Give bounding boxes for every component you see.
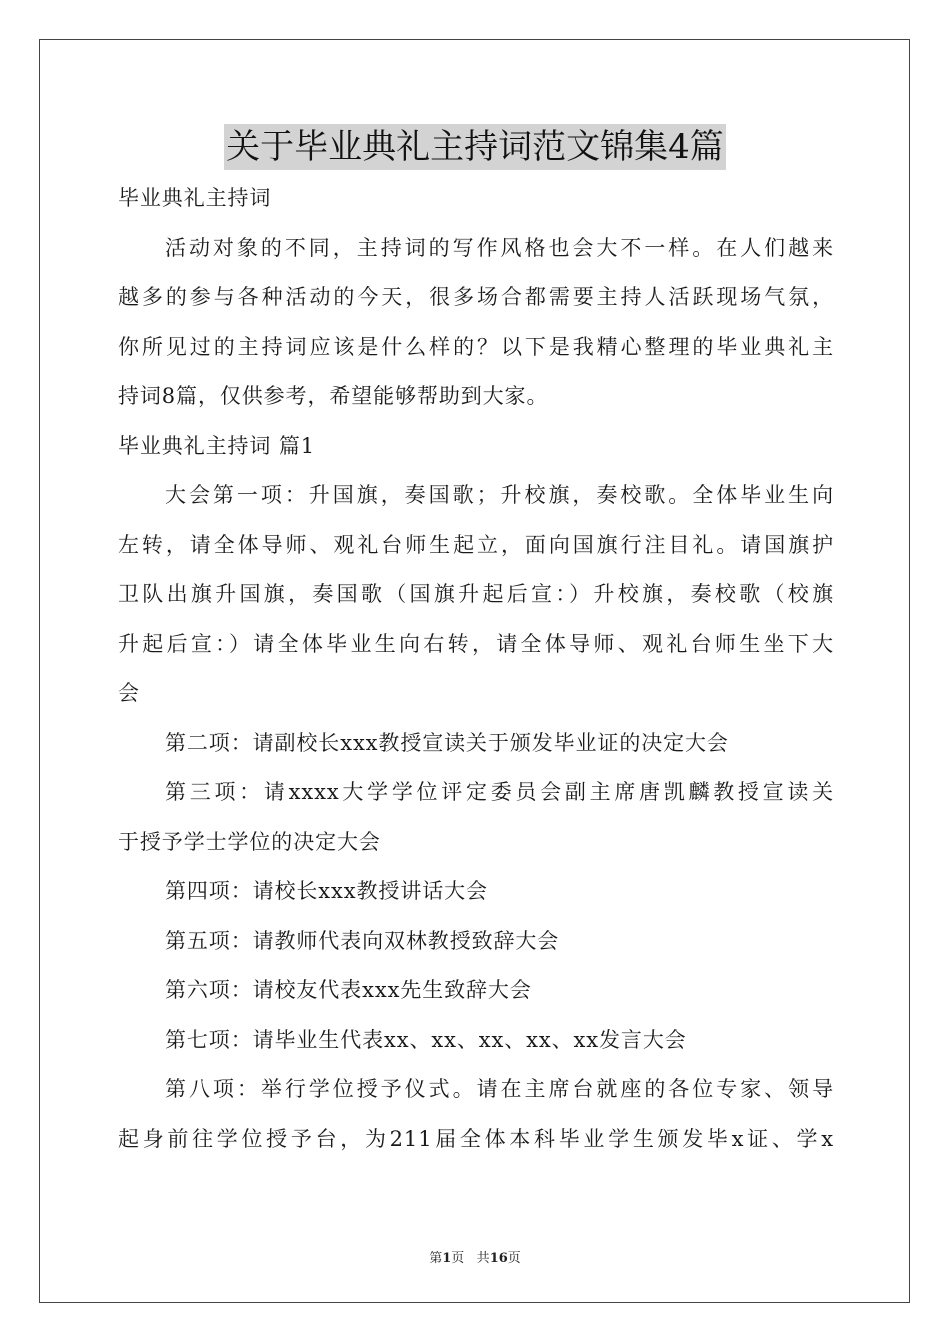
text-line: 第八项：举行学位授予仪式。请在主席台就座的各位专家、领导 — [165, 1077, 834, 1101]
text-line: 卫队出旗升国旗，奏国歌（国旗升起后宣：）升校旗，奏校歌（校旗 — [118, 582, 834, 606]
footer-total-prefix: 共 — [476, 1251, 490, 1266]
text-line: 第四项：请校长xxx教授讲话大会 — [165, 879, 488, 903]
text-line: 起身前往学位授予台，为211届全体本科毕业学生颁发毕x证、学x — [118, 1126, 834, 1151]
text-line: 越多的参与各种活动的今天，很多场合都需要主持人活跃现场气氛， — [118, 285, 834, 309]
footer-total-pages: 16 — [489, 1251, 508, 1266]
footer-page-suffix: 页 — [451, 1251, 465, 1266]
footer-gap — [464, 1251, 476, 1266]
text-line: 升起后宣：）请全体毕业生向右转，请全体导师、观礼台师生坐下大 — [118, 631, 834, 656]
text-line: 第六项：请校友代表xxx先生致辞大会 — [165, 978, 532, 1002]
text-line: 左转，请全体导师、观礼台师生起立，面向国旗行注目礼。请国旗护 — [118, 532, 834, 557]
text-line: 第二项：请副校长xxx教授宣读关于颁发毕业证的决定大会 — [165, 730, 729, 755]
text-line: 第七项：请毕业生代表xx、xx、xx、xx、xx发言大会 — [165, 1027, 687, 1052]
text-line: 第五项：请教师代表向双林教授致辞大会 — [165, 928, 560, 953]
text-line: 毕业典礼主持词 篇1 — [118, 433, 316, 458]
text-line: 你所见过的主持词应该是什么样的？以下是我精心整理的毕业典礼主 — [118, 334, 834, 359]
text-line: 活动对象的不同，主持词的写作风格也会大不一样。在人们越来 — [165, 235, 834, 260]
text-line: 大会第一项：升国旗，奏国歌；升校旗，奏校歌。全体毕业生向 — [165, 483, 834, 507]
document-body — [118, 174, 834, 1164]
text-line: 持词8篇，仅供参考，希望能够帮助到大家。 — [118, 384, 549, 408]
footer-page-prefix: 第 — [429, 1251, 443, 1266]
footer-total-suffix: 页 — [507, 1251, 521, 1266]
title-container — [0, 124, 950, 170]
document-title: 关于毕业典礼主持词范文锦集4篇 — [224, 124, 726, 170]
text-line: 于授予学士学位的决定大会 — [118, 829, 381, 854]
page-footer — [0, 1247, 950, 1266]
text-line: 会 — [118, 681, 140, 705]
text-line: 毕业典礼主持词 — [118, 186, 272, 210]
footer-page-number: 1 — [442, 1251, 452, 1266]
text-line: 第三项：请xxxx大学学位评定委员会副主席唐凯麟教授宣读关 — [165, 780, 834, 804]
